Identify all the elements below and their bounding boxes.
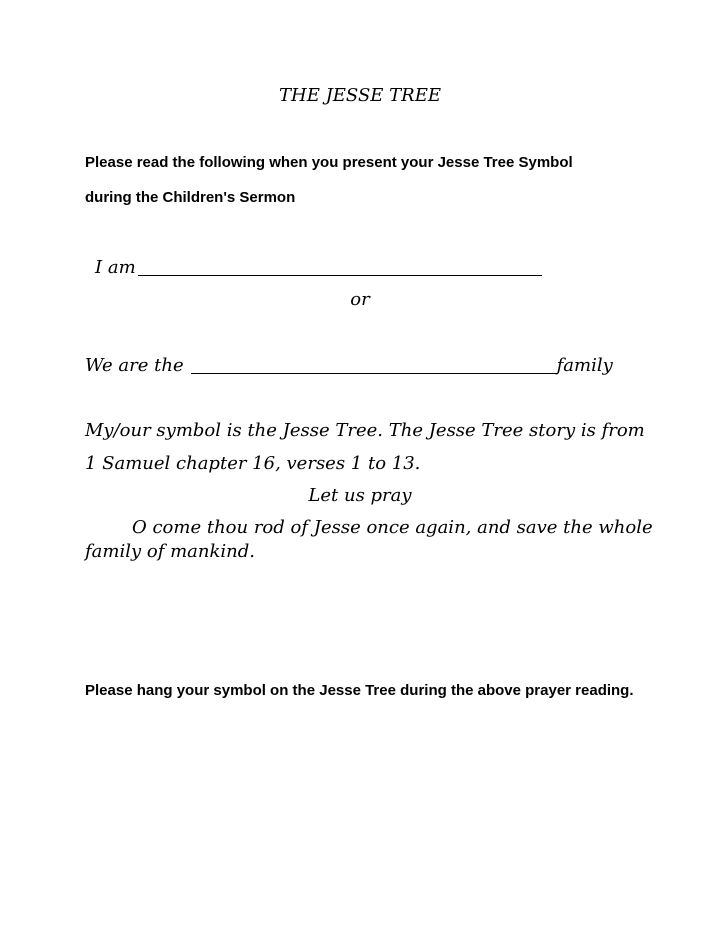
family-suffix: family <box>556 355 613 376</box>
family-name-row <box>85 352 613 378</box>
symbol-statement-line-2: 1 Samuel chapter 16, verses 1 to 13. <box>85 453 421 474</box>
family-name-blank <box>191 355 557 374</box>
individual-name-blank <box>138 257 542 276</box>
individual-label: I am <box>95 257 136 278</box>
or-separator: or <box>350 289 370 310</box>
prayer-text <box>85 516 653 564</box>
pray-heading: Let us pray <box>308 485 412 506</box>
prayer-line-1: O come thou rod of Jesse once again, and save the whole <box>132 517 653 538</box>
document-title: THE JESSE TREE <box>279 85 441 106</box>
prayer-line-2: family of mankind. <box>85 541 255 562</box>
individual-name-row <box>95 254 542 280</box>
family-prefix: We are the <box>85 355 184 376</box>
instruction-line-1: Please read the following when you present your Jesse Tree Symbol <box>85 154 573 171</box>
symbol-statement-line-1: My/our symbol is the Jesse Tree. The Jesse Tree story is from <box>85 420 645 441</box>
instruction-line-2: during the Children's Sermon <box>85 189 296 206</box>
closing-instruction: Please hang your symbol on the Jesse Tree during the above prayer reading. <box>85 682 634 699</box>
